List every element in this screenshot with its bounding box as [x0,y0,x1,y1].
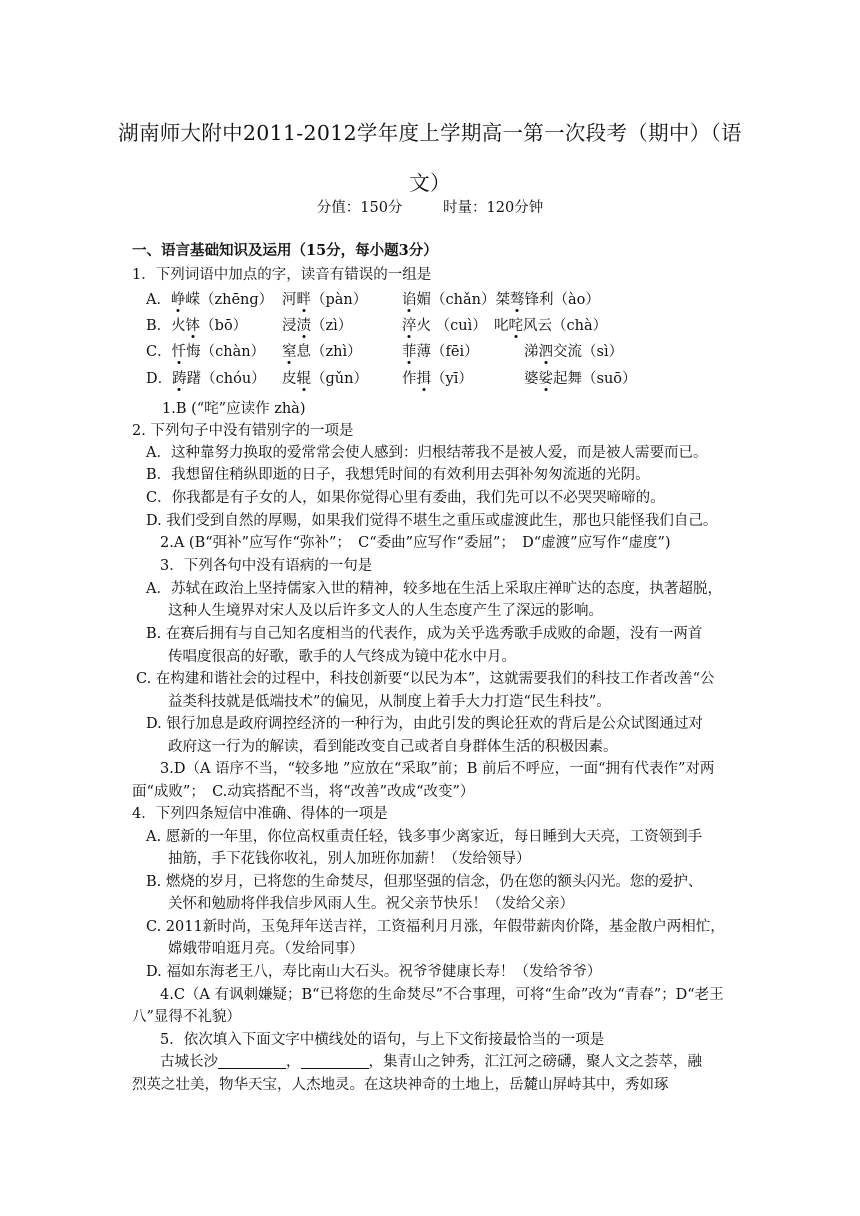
title-line-2: 文） [409,171,451,195]
q1-stem: 1．下列词语中加点的字，读音有错误的一组是 [132,267,432,283]
q1-d-1: D．踌躇（chóu） [146,371,266,387]
q2-option-b: B．我想留住稍纵即逝的日子，我想凭时间的有效利用去弭补匆匆流逝的光阴。 [146,467,650,483]
q4-option-a-line2: 抽筋，手下花钱你收礼，别人加班你加薪！（发给领导） [168,851,531,867]
q1-c-1: C．忏悔（chàn） [146,344,266,360]
q1-answer: 1.B (“咤”应读作 zhà) [162,401,306,417]
q4-option-b-line1: B. 燃烧的岁月，已将您的生命焚尽，但那坚强的信念，仍在您的额头闪光。您的爱护、 [146,874,703,890]
q1-c-3: 菲薄（fēi） [402,344,479,360]
time-info: 时量：120分钟 [443,200,544,216]
q5-passage-start: 古城长沙 [160,1054,218,1070]
q4-answer-line1: 4.C（A 有讽刺嫌疑；B“已将您的生命焚尽”不合事理，可将“生命”改为“青春”；D“老王 [160,987,724,1003]
q1-b-2: 浸渍（zì） [282,318,353,334]
title-line-1: 湖南师大附中2011-2012学年度上学期高一第一次段考（期中）（语 [118,121,742,145]
q3-option-b-line1: B. 在赛后拥有与自己知名度相当的代表作，成为关乎选秀歌手成败的命题，没有一两首 [146,626,703,642]
q2-option-a: A．这种靠努力换取的爱常常会使人感到：归根结蒂我不是被人爱，而是被人需要而已。 [146,445,708,461]
q4-option-d: D. 福如东海老王八，寿比南山大石头。祝爷爷健康长寿！（发给爷爷） [146,964,602,980]
q4-option-a-line1: A. 愿新的一年里，你位高权重责任轻，钱多事少离家近，每日睡到大天亮，工资领到手 [146,829,703,845]
q3-answer-line2: 面“成败”； C.动宾搭配不当，将“改善”改成“改变”） [132,784,475,800]
q5-passage-line2: 烈英之壮美，物华天宝，人杰地灵。在这块神奇的土地上，岳麓山屏峙其中，秀如琢 [132,1077,669,1093]
q3-option-a-line2: 这种人生境界对宋人及以后许多文人的人生态度产生了深远的影响。 [168,603,603,619]
q1-a-1: A．峥嵘（zhēnɡ） [146,292,274,308]
q4-stem: 4．下列四条短信中准确、得体的一项是 [132,806,388,822]
q1-b-3: 淬火 （cuì） [402,318,487,334]
q2-option-d: D. 我们受到自然的厚赐，如果我们觉得不堪生之重压或虚渡此生，那也只能怪我们自己。 [146,513,718,529]
q3-option-d-line2: 政府这一行为的解读，看到能改变自己或者自身群体生活的积极因素。 [168,739,618,755]
q4-option-c-line2: 嫦娥带咱逛月亮。（发给同事） [168,941,364,957]
q3-option-c-line1: C. 在构建和谐社会的过程中，科技创新要“以民为本”，这就需要我们的科技工作者改善“公 [136,671,715,687]
q3-answer-line1: 3.D（A 语序不当，“较多地 ”应放在“采取”前；B 前后不呼应，一面“拥有代表作”对两 [160,761,715,777]
q2-stem: 2. 下列句子中没有错别字的一项是 [132,423,354,439]
q5-blank-1 [218,1052,286,1069]
q1-option-c [0,339,860,365]
exam-meta [0,196,860,217]
q1-c-2: 窒息（zhì） [282,344,362,360]
section-heading: 一、语言基础知识及运用（15分，每小题3分） [132,242,438,259]
q2-option-c: C．你我都是有子女的人，如果你觉得心里有委曲，我们先可以不必哭哭啼啼的。 [146,490,665,506]
q4-option-c-line1: C. 2011新时尚，玉兔拜年送吉祥，工资福利月月涨，年假带薪肉价降，基金散户两相忙， [146,919,725,935]
q5-stem: 5．依次填入下面文字中横线处的语句，与上下文衔接最恰当的一项是 [160,1032,605,1048]
q1-option-a [0,287,860,313]
q1-c-4: 涕泗交流（sì） [524,344,624,360]
q1-a-3: 谄媚（chǎn）桀骜锋利（ào） [402,292,600,308]
q2-answer: 2.A (B“弭补”应写作“弥补”； C“委曲”应写作“委屈”； D“虚渡”应写作“虚度”) [160,535,671,551]
q4-answer-line2: 八”显得不礼貌） [132,1009,241,1025]
q4-option-b-line2: 关怀和勉励将伴我信步风雨人生。祝父亲节快乐！（发给父亲） [168,896,574,912]
q5-blank-2 [301,1052,369,1069]
q1-a-2: 河畔（pàn） [282,292,368,308]
q1-b-4: 叱咤风云（chà） [494,318,608,334]
q1-b-1: B．火钵（bō） [146,318,248,334]
q1-d-2: 皮辊（ɡǔn） [282,371,368,387]
q3-option-b-line2: 传唱度很高的好歌，歌手的人气终成为镜中花水中月。 [168,649,516,665]
q1-d-3: 作揖（yī） [402,371,473,387]
q5-passage-rest: ，集青山之钟秀，汇江河之磅礴，聚人文之荟萃，融 [368,1054,702,1070]
q1-d-4: 婆娑起舞（suō） [524,371,637,387]
score-info: 分值：150分 [316,200,403,216]
q3-option-d-line1: D. 银行加息是政府调控经济的一种行为，由此引发的舆论狂欢的背后是公众试图通过对 [146,716,703,732]
document-title [110,108,750,208]
q3-option-c-line2: 益类科技就是低端技术”的偏见，从制度上着手大力打造“民生科技”。 [168,694,611,710]
q3-option-a-line1: A．苏轼在政治上坚持儒家入世的精神，较多地在生活上采取庄禅旷达的态度，执著超脱， [146,581,722,597]
q3-stem: 3．下列各句中没有语病的一句是 [160,558,373,574]
q1-option-d [0,366,860,392]
q1-option-b [0,313,860,339]
q5-passage-comma: ， [286,1054,301,1070]
